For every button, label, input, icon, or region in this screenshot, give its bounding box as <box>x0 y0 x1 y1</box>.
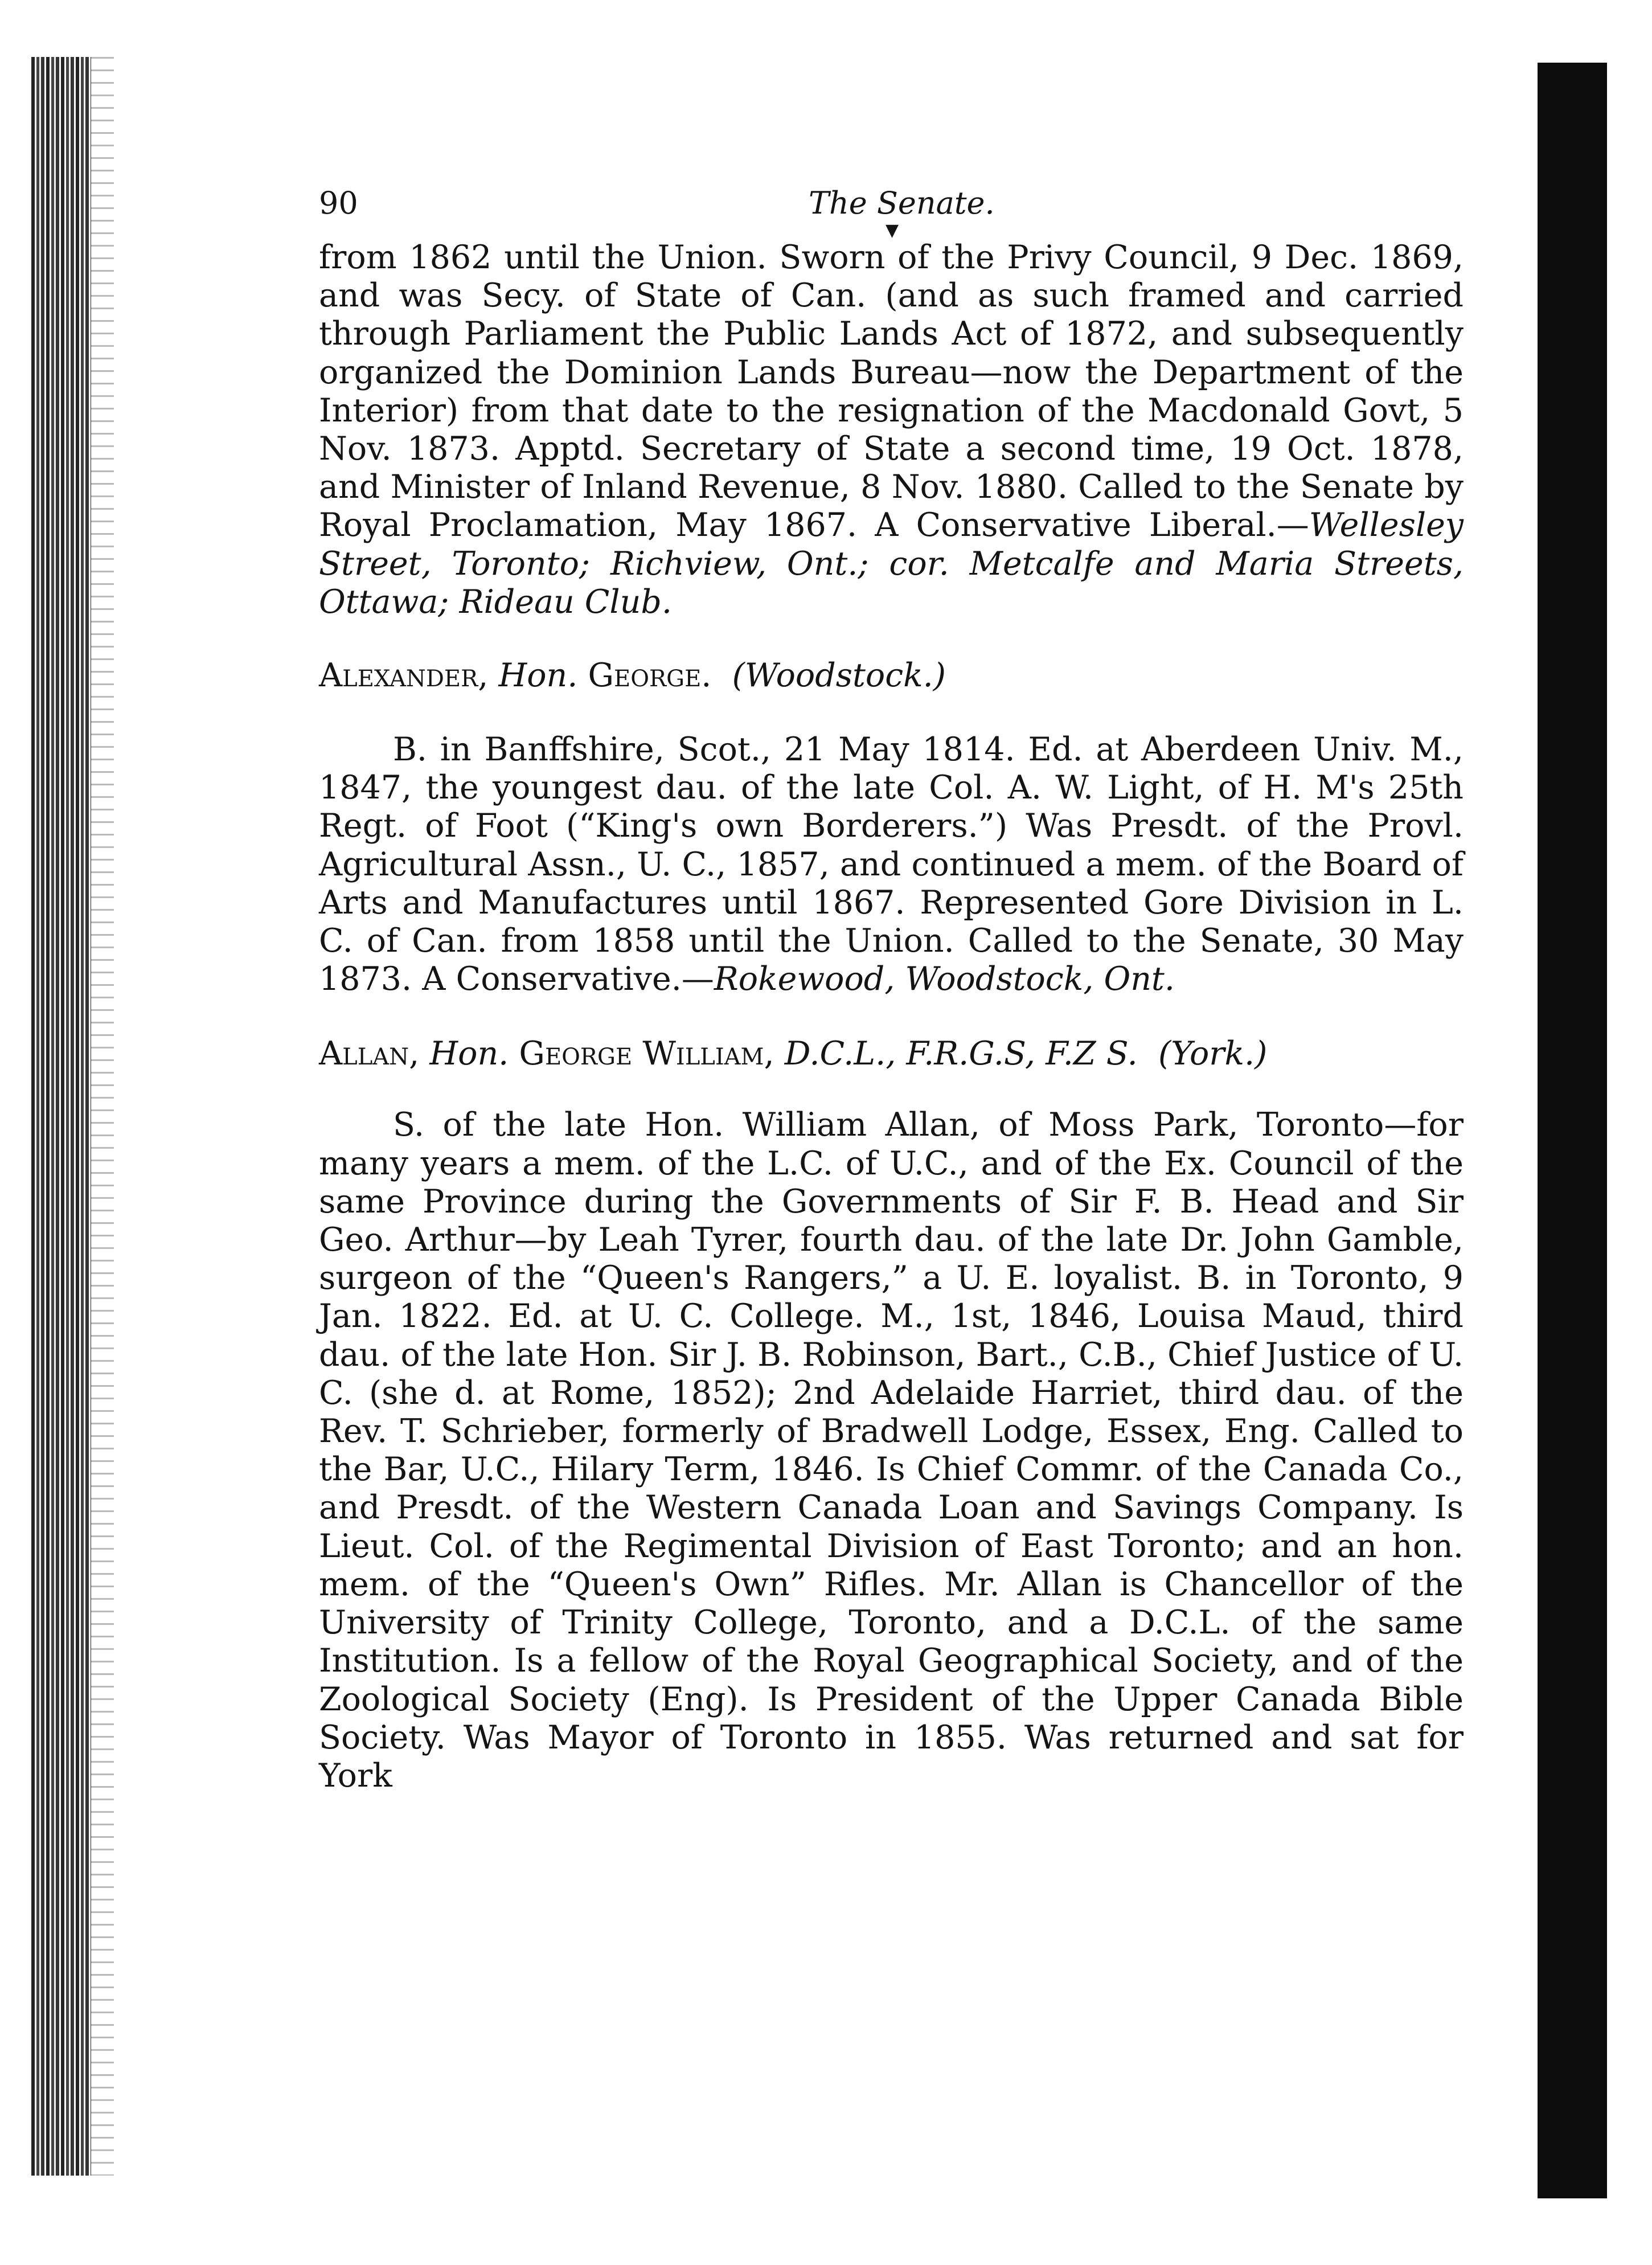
continuation-text: from 1862 until the Union. Sworn of the Privy Council, 9 Dec. 1869, and was Secy. of State of Can. (and as such framed and carried through Parliament the Public Lands Act of 1872, and subsequently organized the Dominion Lands Bureau—now the Department of the Interior) from that date to the resignation of the Macdonald Govt, 5 Nov. 1873. Apptd. Secretary of State a second time, 19 Oct. 1878, and Minister of Inland Revenue, 8 Nov. 1880. Called to the Senate by Royal Proclamation, May 1867. A Conservative Liberal.— <box>319 239 1464 544</box>
entry-paragraph-alexander <box>319 731 1464 998</box>
entry-residence: Rokewood, Woodstock, Ont. <box>714 960 1175 998</box>
scan-edge-left <box>31 57 91 2176</box>
book-page <box>319 185 1464 1795</box>
scan-edge-right <box>1538 63 1607 2198</box>
continuation-residence: Wellesley Street, Toronto; Richview, Ont.; cor. Metcalfe and Maria Streets, Ottawa; Rideau Club. <box>319 506 1464 621</box>
entry-honorific: Hon. <box>498 657 578 695</box>
running-head <box>319 185 1464 240</box>
entry-credentials: D.C.L., F.R.G.S, F.Z S. <box>784 1035 1138 1073</box>
entry-surname: Alexander, <box>319 657 489 695</box>
entry-given-names: George William, <box>519 1035 774 1073</box>
entry-division: (York.) <box>1158 1035 1268 1073</box>
entry-given-names: George. <box>588 657 712 695</box>
entry-heading-alexander <box>319 657 1464 695</box>
entry-paragraph-allan <box>319 1106 1464 1795</box>
entry-honorific: Hon. <box>429 1035 509 1073</box>
running-title: The Senate. <box>809 185 995 221</box>
entry-text: B. in Banffshire, Scot., 21 May 1814. Ed. at Aberdeen Univ. M., 1847, the youngest dau. of the late Col. A. W. Light, of H. M's 25th Regt. of Foot (“King's own Borderers.”) Was Presdt. of the Provl. Agricultural Assn., U. C., 1857, and continued a mem. of the Board of Arts and Manufactures until 1867. Represented Gore Division in L. C. of Can. from 1858 until the Union. Called to the Senate, 30 May 1873. A Conservative.— <box>319 731 1464 998</box>
page-number: 90 <box>319 185 358 221</box>
continuation-paragraph <box>319 239 1464 621</box>
entry-division: (Woodstock.) <box>732 657 946 695</box>
ornament-mark: ▼ <box>886 220 899 240</box>
entry-surname: Allan, <box>319 1035 420 1073</box>
entry-text: S. of the late Hon. William Allan, of Moss Park, Toronto—for many years a mem. of the L.C. of U.C., and of the Ex. Council of the same Province during the Governments of Sir F. B. Head and Sir Geo. Arthur—by Leah Tyrer, fourth dau. of the late Dr. John Gamble, surgeon of the “Queen's Rangers,” a U. E. loyalist. B. in Toronto, 9 Jan. 1822. Ed. at U. C. College. M., 1st, 1846, Louisa Maud, third dau. of the late Hon. Sir J. B. Robinson, Bart., C.B., Chief Justice of U. C. (she d. at Rome, 1852); 2nd Adelaide Harriet, third dau. of the Rev. T. Schrieber, formerly of Bradwell Lodge, Essex, Eng. Called to the Bar, U.C., Hilary Term, 1846. Is Chief Commr. of the Canada Co., and Presdt. of the Western Canada Loan and Savings Company. Is Lieut. Col. of the Regimental Division of East Toronto; and an hon. mem. of the “Queen's Own” Rifles. Mr. Allan is Chancellor of the University of Trinity College, Toronto, and a D.C.L. of the same Institution. Is a fellow of the Royal Geographical Society, and of the Zoological Society (Eng). Is President of the Upper Canada Bible Society. Was Mayor of Toronto in 1855. Was returned and sat for York <box>319 1106 1464 1795</box>
entry-heading-allan <box>319 1035 1464 1073</box>
scan-edge-left-fade <box>91 57 114 2176</box>
